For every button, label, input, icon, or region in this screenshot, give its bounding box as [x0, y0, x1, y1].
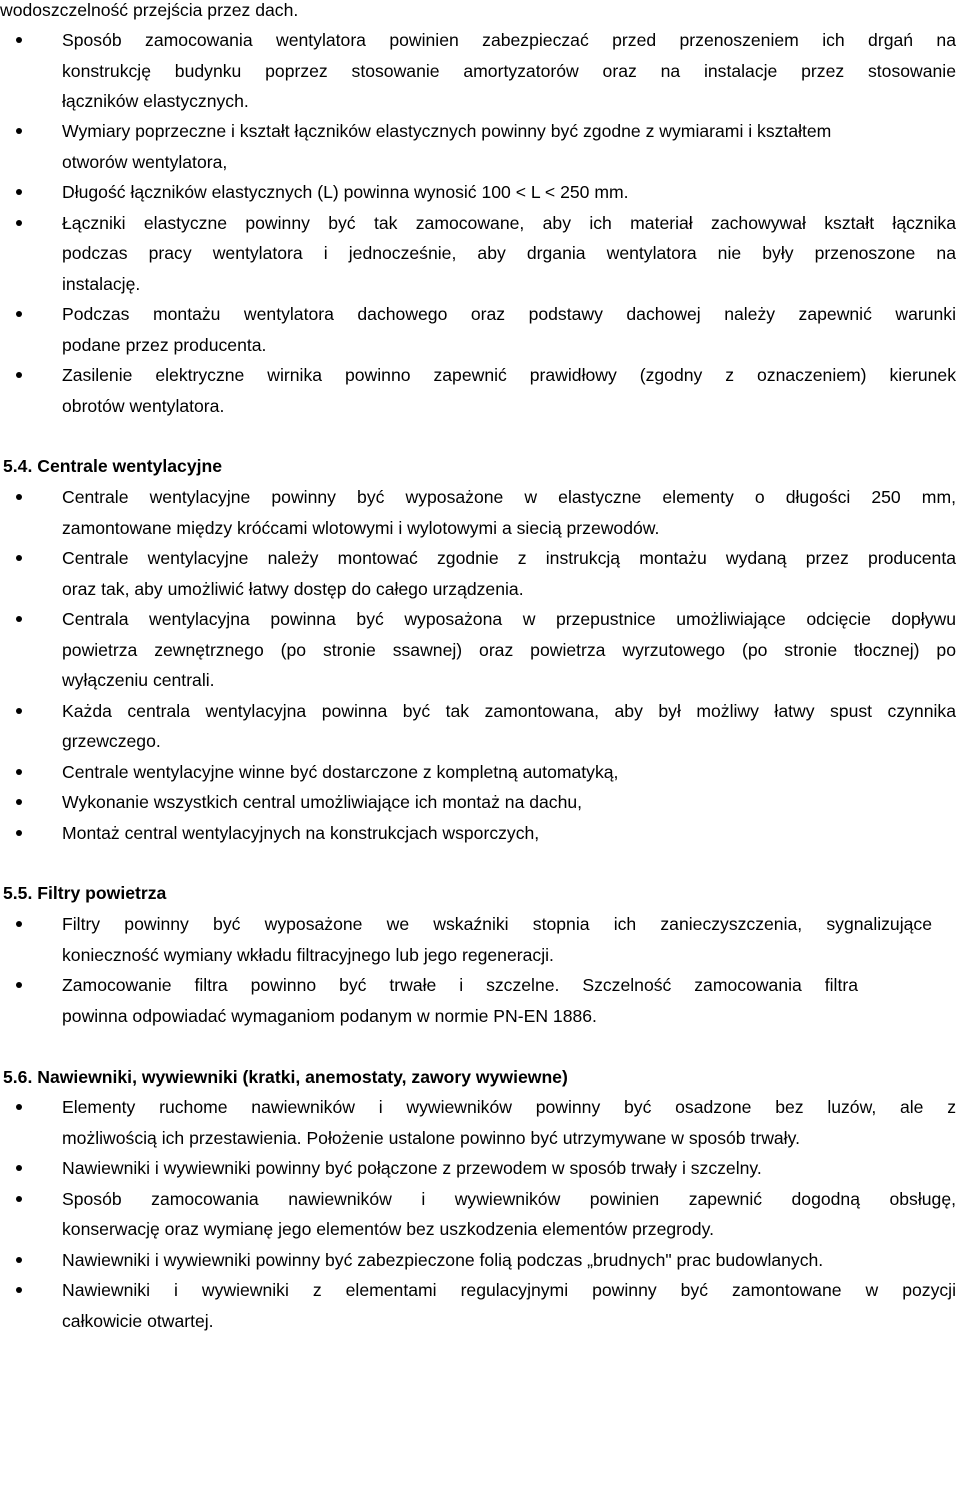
list-item-line: Nawiewniki i wywiewniki z elementami regulacyjnymi powinny być zamontowane w pozycji	[62, 1280, 956, 1300]
list-item-line: grzewczego.	[62, 731, 161, 751]
bullet-icon	[16, 1104, 22, 1110]
bullet-icon	[16, 1165, 22, 1171]
list-item-line: całkowicie otwartej.	[62, 1311, 214, 1331]
bullet-icon	[16, 708, 22, 714]
list-item-line: otworów wentylatora,	[62, 152, 228, 172]
list-item-line: Centrala wentylacyjna powinna być wyposażona w przepustnice umożliwiające odcięcie dopływu	[62, 609, 956, 629]
list-item-line: Montaż central wentylacyjnych na konstrukcjach wsporczych,	[62, 823, 540, 843]
list-item-line: Podczas montażu wentylatora dachowego oraz podstawy dachowej należy zapewnić warunki	[62, 304, 956, 324]
bullet-icon	[16, 220, 22, 226]
section-heading-5-5: 5.5. Filtry powietrza	[3, 883, 167, 903]
list-item-line: podane przez producenta.	[62, 335, 267, 355]
bullet-icon	[16, 1257, 22, 1263]
continued-text: wodoszczelność przejścia przez dach.	[0, 0, 299, 20]
list-item-line: Centrale wentylacyjne powinny być wyposażone w elastyczne elementy o długości 250 mm,	[62, 487, 956, 507]
list-item-line: Łączniki elastyczne powinny być tak zamocowane, aby ich materiał zachowywał kształt łącznika	[62, 213, 956, 233]
list-item-line: Nawiewniki i wywiewniki powinny być połączone z przewodem w sposób trwały i szczelny.	[62, 1158, 762, 1178]
bullet-icon	[16, 311, 22, 317]
list-item-line: Zamocowanie filtra powinno być trwałe i szczelne. Szczelność zamocowania filtra	[62, 975, 858, 995]
bullet-icon	[16, 769, 22, 775]
bullet-icon	[16, 1287, 22, 1293]
bullet-icon	[16, 799, 22, 805]
list-item-line: Sposób zamocowania wentylatora powinien zabezpieczać przed przenoszeniem ich drgań na	[62, 30, 956, 50]
list-item-line: możliwością ich przestawienia. Położenie ustalone powinno być utrzymywane w sposób trwały.	[62, 1128, 800, 1148]
bullet-icon	[16, 982, 22, 988]
list-item-line: podczas pracy wentylatora i jednocześnie, aby drgania wentylatora nie były przenoszone na	[62, 243, 956, 263]
list-item-line: obrotów wentylatora.	[62, 396, 225, 416]
list-item-line: Centrale wentylacyjne winne być dostarczone z kompletną automatyką,	[62, 762, 619, 782]
section-heading-5-6: 5.6. Nawiewniki, wywiewniki (kratki, anemostaty, zawory wywiewne)	[3, 1067, 568, 1087]
bullet-icon	[16, 830, 22, 836]
list-item-line: Centrale wentylacyjne należy montować zgodnie z instrukcją montażu wydaną przez producenta	[62, 548, 956, 568]
list-item-line: zamontowane między króćcami wlotowymi i wylotowymi a siecią przewodów.	[62, 518, 660, 538]
bullet-icon	[16, 1196, 22, 1202]
list-item-line: łączników elastycznych.	[62, 91, 249, 111]
bullet-icon	[16, 494, 22, 500]
list-item-line: konstrukcję budynku poprzez stosowanie amortyzatorów oraz na instalacje przez stosowanie	[62, 61, 956, 81]
section-heading-5-4: 5.4. Centrale wentylacyjne	[3, 456, 223, 476]
bullet-icon	[16, 921, 22, 927]
list-item-line: Elementy ruchome nawiewników i wywiewników powinny być osadzone bez luzów, ale z	[62, 1097, 956, 1117]
bullet-icon	[16, 189, 22, 195]
list-item-line: Wymiary poprzeczne i kształt łączników elastycznych powinny być zgodne z wymiarami i kształtem	[62, 121, 832, 141]
bullet-icon	[16, 37, 22, 43]
list-item-line: Wykonanie wszystkich central umożliwiające ich montaż na dachu,	[62, 792, 583, 812]
list-item-line: Każda centrala wentylacyjna powinna być tak zamontowana, aby był możliwy łatwy spust czynnika	[62, 701, 956, 721]
list-item-line: Sposób zamocowania nawiewników i wywiewników powinien zapewnić dogodną obsługę,	[62, 1189, 956, 1209]
list-item-line: oraz tak, aby umożliwić łatwy dostęp do całego urządzenia.	[62, 579, 524, 599]
bullet-icon	[16, 128, 22, 134]
list-item-line: konserwację oraz wymianę jego elementów bez uszkodzenia elementów przegrody.	[62, 1219, 714, 1239]
bullet-icon	[16, 372, 22, 378]
list-item-line: Zasilenie elektryczne wirnika powinno zapewnić prawidłowy (zgodny z oznaczeniem) kierunek	[62, 365, 956, 385]
list-item-line: konieczność wymiany wkładu filtracyjnego lub jego regeneracji.	[62, 945, 554, 965]
list-item-line: wyłączeniu centrali.	[62, 670, 215, 690]
list-item-line: Długość łączników elastycznych (L) powinna wynosić 100 < L < 250 mm.	[62, 182, 629, 202]
bullet-icon	[16, 616, 22, 622]
list-item-line: powietrza zewnętrznego (po stronie ssawnej) oraz powietrza wyrzutowego (po stronie tłocznej) po	[62, 640, 956, 660]
list-item-line: powinna odpowiadać wymaganiom podanym w normie PN-EN 1886.	[62, 1006, 597, 1026]
list-item-line: instalację.	[62, 274, 141, 294]
list-item-line: Filtry powinny być wyposażone we wskaźniki stopnia ich zanieczyszczenia, sygnalizujące	[62, 914, 932, 934]
list-item-line: Nawiewniki i wywiewniki powinny być zabezpieczone folią podczas „brudnych" prac budowlanych.	[62, 1250, 824, 1270]
bullet-icon	[16, 555, 22, 561]
